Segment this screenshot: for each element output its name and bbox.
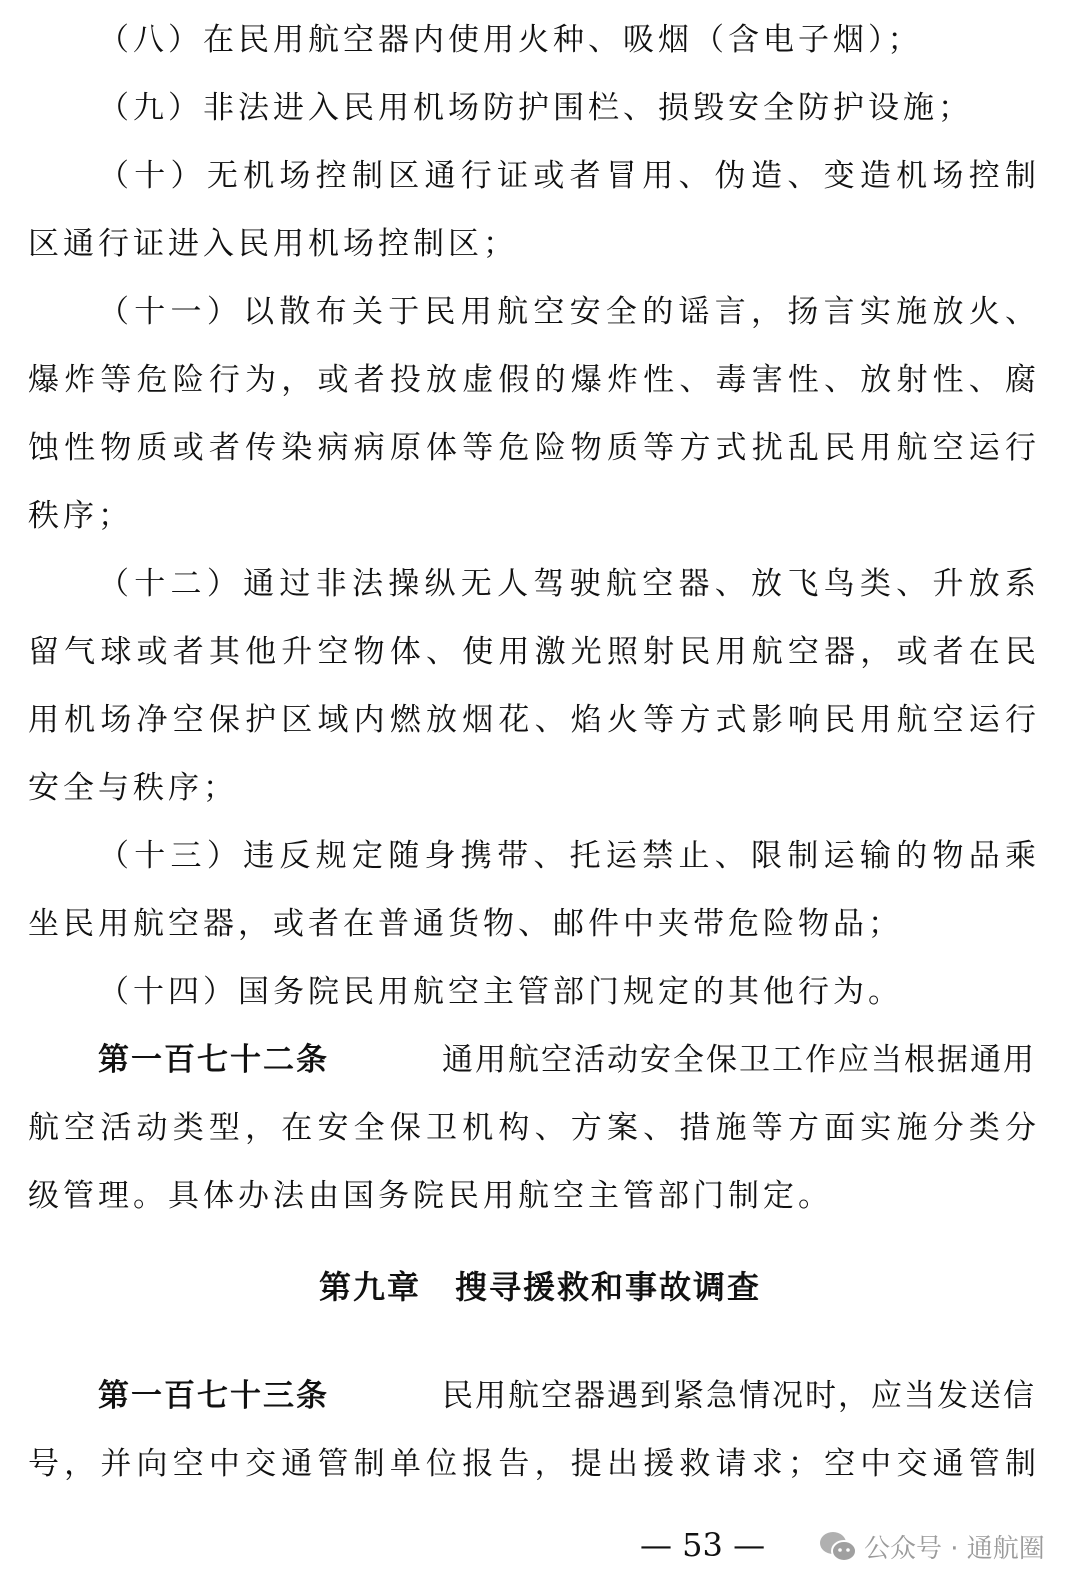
text-line: 民用航空器遇到紧急情况时，应当发送信	[442, 1378, 1036, 1414]
text-line: 留气球或者其他升空物体、使用激光照射民用航空器，或者在民	[28, 634, 1036, 670]
text-line: 级管理。具体办法由国务院民用航空主管部门制定。	[28, 1178, 833, 1214]
article-number: 第一百七十三条	[98, 1378, 329, 1414]
text-line: （九）非法进入民用机场防护围栏、损毁安全防护设施；	[98, 90, 973, 126]
text-line: （十二）通过非法操纵无人驾驶航空器、放飞鸟类、升放系	[98, 566, 1036, 602]
text-line: （十一）以散布关于民用航空安全的谣言，扬言实施放火、	[98, 294, 1036, 330]
text-line: 用机场净空保护区域内燃放烟花、焰火等方式影响民用航空运行	[28, 702, 1036, 738]
text-line: 蚀性物质或者传染病病原体等危险物质等方式扰乱民用航空运行	[28, 430, 1036, 466]
text-line: 安全与秩序；	[28, 770, 238, 806]
article-line	[98, 1362, 1036, 1430]
text-line: （八）在民用航空器内使用火种、吸烟（含电子烟）；	[98, 22, 923, 58]
text-line: 秩序；	[28, 498, 133, 534]
watermark	[818, 1528, 1045, 1565]
text-line: （十四）国务院民用航空主管部门规定的其他行为。	[98, 974, 903, 1010]
text-line: （十三）违反规定随身携带、托运禁止、限制运输的物品乘	[98, 838, 1036, 874]
text-line: 区通行证进入民用机场控制区；	[28, 226, 518, 262]
text-line: 爆炸等危险行为，或者投放虚假的爆炸性、毒害性、放射性、腐	[28, 362, 1036, 398]
text-line: 航空活动类型，在安全保卫机构、方案、措施等方面实施分类分	[28, 1110, 1036, 1146]
text-line: 坐民用航空器，或者在普通货物、邮件中夹带危险物品；	[28, 906, 903, 942]
text-line: （十）无机场控制区通行证或者冒用、伪造、变造机场控制	[98, 158, 1036, 194]
article-number: 第一百七十二条	[98, 1042, 329, 1078]
chapter-heading: 第九章 搜寻援救和事故调查	[318, 1268, 761, 1306]
text-line: 号，并向空中交通管制单位报告，提出援救请求；空中交通管制	[28, 1446, 1036, 1482]
text-line: 通用航空活动安全保卫工作应当根据通用	[442, 1042, 1036, 1078]
page-number: — 53 —	[640, 1526, 766, 1564]
wechat-icon	[818, 1530, 858, 1564]
watermark-text: 公众号 · 通航圈	[864, 1534, 1045, 1564]
article-line	[98, 1026, 1036, 1094]
